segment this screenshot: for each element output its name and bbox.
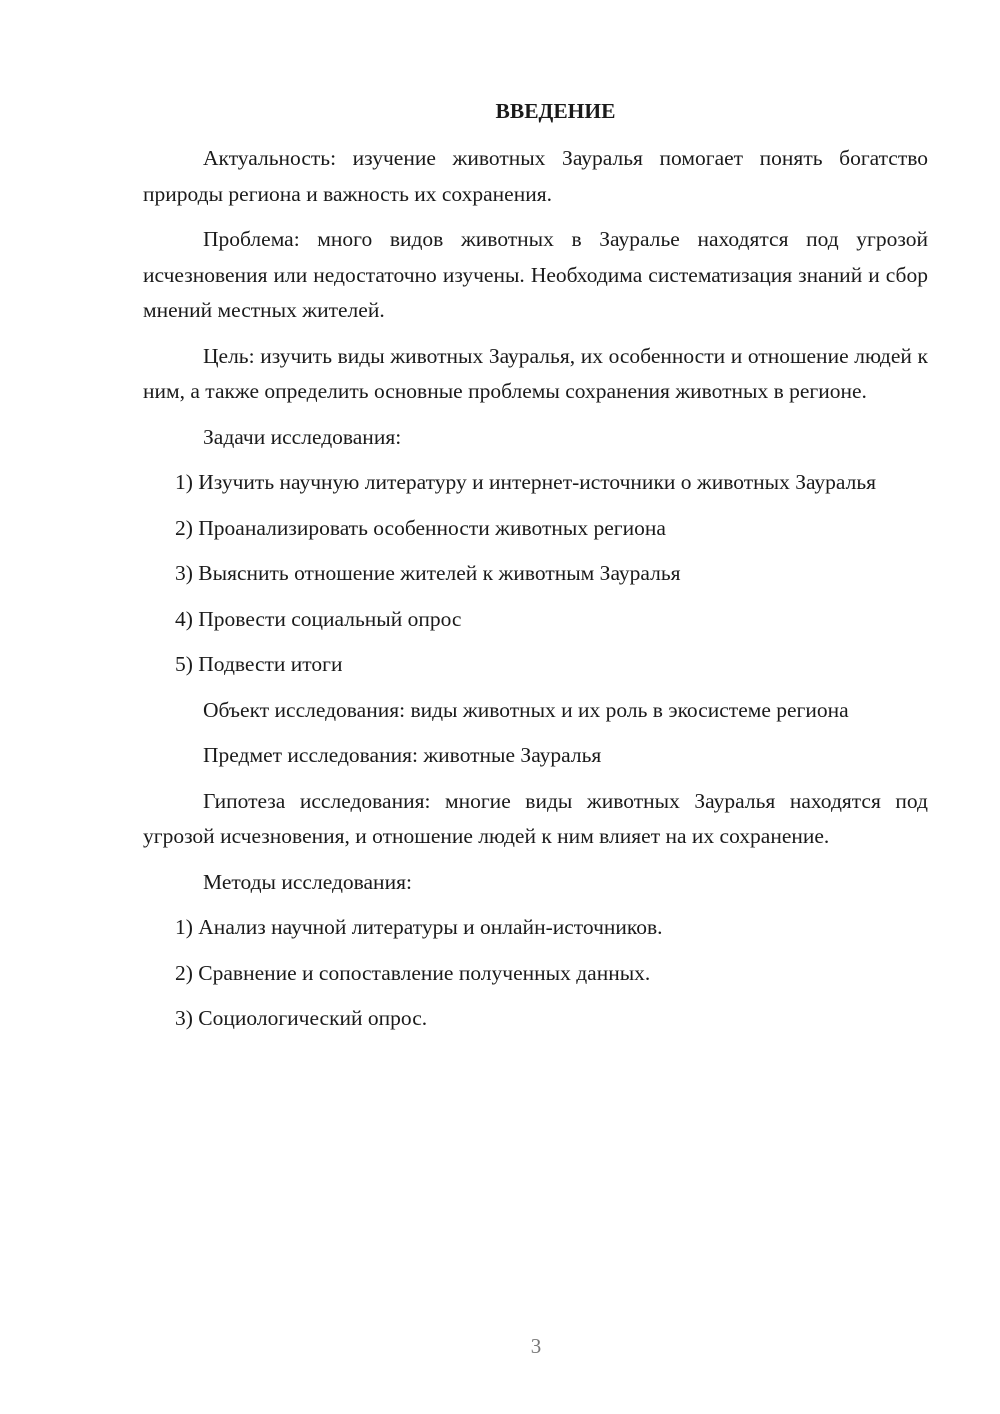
problem-paragraph: Проблема: много видов животных в Зауралье находятся под угрозой исчезновения или недостаточно изучены. Необходима систематизация знаний и сбор мнений местных жителей. bbox=[143, 227, 928, 322]
subject-paragraph: Предмет исследования: животные Зауралья bbox=[203, 743, 602, 767]
method-item-3: 3) Социологический опрос. bbox=[175, 1006, 428, 1030]
hypothesis-paragraph: Гипотеза исследования: многие виды животных Зауралья находятся под угрозой исчезновения, и отношение людей к ним влияет на их сохранение. bbox=[143, 788, 928, 848]
methods-heading: Методы исследования: bbox=[203, 869, 412, 894]
page-number: 3 bbox=[530, 1334, 542, 1358]
task-item-5: 5) Подвести итоги bbox=[175, 652, 343, 676]
object-paragraph: Объект исследования: виды животных и их роль в экосистеме региона bbox=[203, 697, 849, 722]
page-content bbox=[143, 95, 928, 1047]
task-item-3: 3) Выяснить отношение жителей к животным Зауралья bbox=[175, 561, 681, 585]
relevance-paragraph: Актуальность: изучение животных Зауралья помогает понять богатство природы региона и важность их сохранения. bbox=[143, 146, 928, 206]
task-item-1: 1) Изучить научную литературу и интернет-источники о животных Зауралья bbox=[175, 470, 877, 494]
task-item-4: 4) Провести социальный опрос bbox=[175, 606, 462, 631]
method-item-2: 2) Сравнение и сопоставление полученных данных. bbox=[175, 960, 651, 985]
goal-paragraph: Цель: изучить виды животных Зауралья, их особенности и отношение людей к ним, а также определить основные проблемы сохранения животных в регионе. bbox=[143, 343, 928, 403]
task-item-2: 2) Проанализировать особенности животных региона bbox=[175, 515, 666, 540]
section-title: ВВЕДЕНИЕ bbox=[495, 99, 616, 123]
method-item-1: 1) Анализ научной литературы и онлайн-источников. bbox=[175, 915, 663, 939]
tasks-heading: Задачи исследования: bbox=[203, 424, 402, 449]
